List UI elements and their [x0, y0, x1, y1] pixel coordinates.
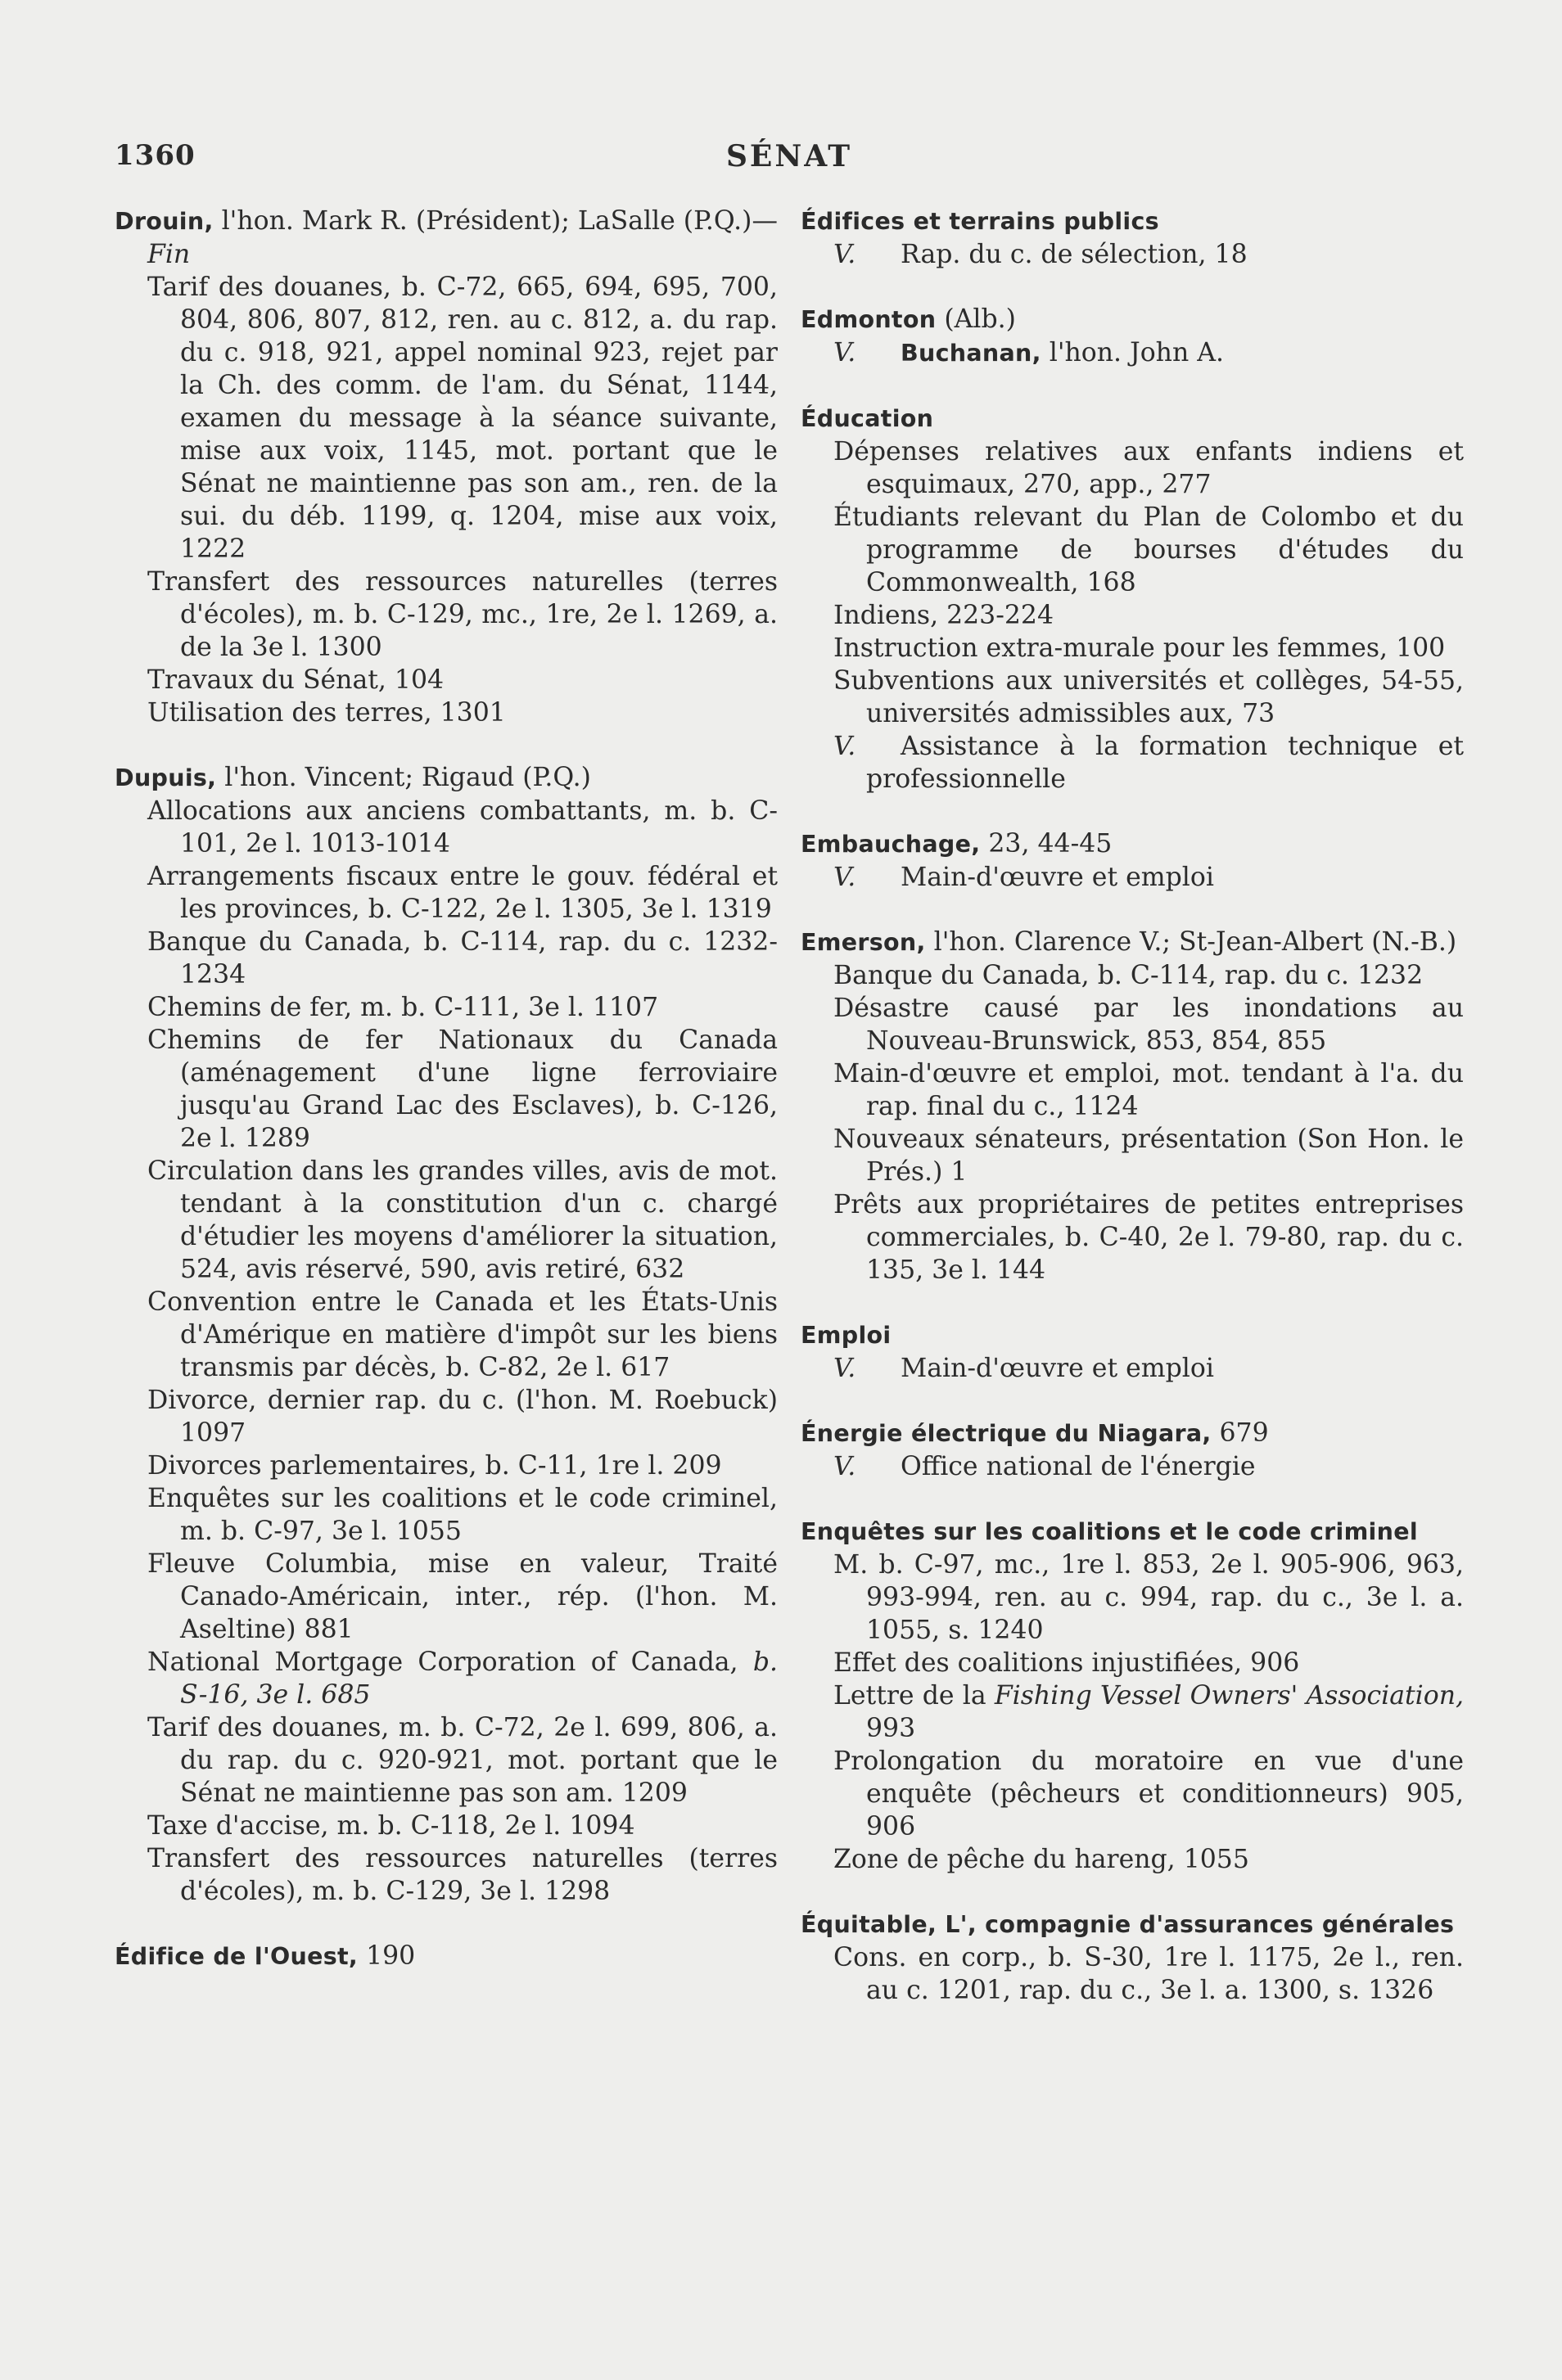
entry-heading	[801, 1908, 1464, 1941]
sub-entry: Zone de pêche du hareng, 1055	[833, 1845, 1249, 1874]
sub-entry: Taxe d'accise, m. b. C-118, 2e l. 1094	[147, 1811, 635, 1841]
sub-entry: Divorce, dernier rap. du c. (l'hon. M. Roebuck) 1097	[147, 1386, 778, 1448]
entry-heading	[801, 402, 1464, 435]
entry-heading	[801, 303, 1464, 336]
index-entry	[801, 1515, 1464, 1876]
sub-entry: Circulation dans les grandes villes, avis de mot. tendant à la constitution d'un c. chargé d'étudier les moyens d'améliorer la situation, 524, avis réservé, 590, avis retiré, 632	[147, 1156, 778, 1284]
sub-entry: Convention entre le Canada et les États-Unis d'Amérique en matière d'impôt sur les biens transmis par décès, b. C-82, 2e l. 617	[147, 1287, 778, 1382]
entry-heading	[115, 205, 778, 271]
see-also	[801, 861, 1464, 894]
entry-text: 190	[358, 1941, 416, 1971]
see-text: Assistance à la formation technique et professionnelle	[866, 732, 1464, 794]
entry-text: (Alb.)	[936, 304, 1016, 334]
entry-term: Emerson,	[801, 929, 926, 956]
entry-heading	[115, 761, 778, 795]
entry-term: Enquêtes sur les coalitions et le code criminel	[801, 1518, 1418, 1545]
index-entry	[801, 205, 1464, 271]
sub-entry: Fleuve Columbia, mise en valeur, Traité Canado-Américain, inter., rép. (l'hon. M. Aseltine) 881	[147, 1549, 778, 1644]
sub-entry: Indiens, 223-224	[833, 601, 1054, 630]
sub-entry: Banque du Canada, b. C-114, rap. du c. 1232-1234	[147, 927, 778, 989]
entry-heading	[801, 1417, 1464, 1450]
see-label: V.	[833, 732, 856, 761]
see-also	[801, 238, 1464, 271]
entry-heading	[801, 1318, 1464, 1352]
index-entry	[801, 827, 1464, 894]
entry-text: 679	[1211, 1418, 1269, 1448]
see-label: V.	[833, 1354, 856, 1383]
entry-heading	[801, 1515, 1464, 1548]
right-column	[801, 205, 1464, 2007]
sub-entry: Étudiants relevant du Plan de Colombo et du programme de bourses d'études du Commonwealth, 168	[833, 503, 1464, 597]
sub-entry: Prolongation du moratoire en vue d'une enquête (pêcheurs et conditionneurs) 905, 906	[833, 1747, 1464, 1841]
sub-entry: Instruction extra-murale pour les femmes, 100	[833, 633, 1446, 663]
sub-entry: Arrangements fiscaux entre le gouv. fédéral et les provinces, b. C-122, 2e l. 1305, 3e l. 1319	[147, 862, 778, 924]
sub-entry: Utilisation des terres, 1301	[147, 698, 506, 728]
index-entry	[115, 205, 778, 729]
see-also	[801, 336, 1464, 370]
see-text: Main-d'œuvre et emploi	[901, 1354, 1214, 1383]
sub-entry: Chemins de fer Nationaux du Canada (aménagement d'une ligne ferroviaire jusqu'au Grand Lac des Esclaves), b. C-126, 2e l. 1289	[147, 1025, 778, 1153]
entry-term: Edmonton	[801, 306, 937, 333]
entry-text: l'hon. Mark R. (Président); LaSalle (P.Q.)—	[213, 206, 778, 236]
entry-term: Embauchage,	[801, 831, 981, 858]
see-also	[801, 730, 1464, 796]
entry-text: l'hon. Clarence V.; St-Jean-Albert (N.-B.)	[925, 927, 1457, 957]
sub-entry: M. b. C-97, mc., 1re l. 853, 2e l. 905-906, 963, 993-994, ren. au c. 994, rap. du c., 3e l. a. 1055, s. 1240	[833, 1550, 1464, 1645]
see-text: l'hon. John A.	[1041, 338, 1225, 367]
page-header	[115, 139, 1464, 180]
entry-term: Emploi	[801, 1322, 892, 1349]
entry-term: Édifice de l'Ouest,	[115, 1943, 359, 1970]
sub-entry: Main-d'œuvre et emploi, mot. tendant à l'a. du rap. final du c., 1124	[833, 1059, 1464, 1121]
sub-entry: Allocations aux anciens combattants, m. b. C-101, 2e l. 1013-1014	[147, 796, 778, 859]
see-label: V.	[833, 240, 856, 269]
index-entry	[801, 1908, 1464, 2007]
entry-heading	[801, 205, 1464, 238]
see-label: V.	[833, 863, 856, 892]
see-label: V.	[833, 338, 856, 367]
left-column	[115, 205, 778, 1973]
sub-entry: Subventions aux universités et collèges, 54-55, universités admissibles aux, 73	[833, 666, 1464, 728]
running-title: SÉNAT	[725, 139, 853, 174]
index-entry	[801, 926, 1464, 1287]
entry-heading	[801, 926, 1464, 959]
entry-heading	[801, 827, 1464, 861]
entry-term: Dupuis,	[115, 764, 217, 791]
see-also	[801, 1450, 1464, 1483]
sub-entry: Tarif des douanes, b. C-72, 665, 694, 695, 700, 804, 806, 807, 812, ren. au c. 812, a. du rap. du c. 918, 921, appel nominal 923, rejet par la Ch. des comm. de l'am. du Sénat, 1144, examen du message à la séance suivante, mise aux voix, 1145, mot. portant que le Sénat ne maintienne pas son am., ren. de la sui. du déb. 1199, q. 1204, mise aux voix, 1222	[147, 273, 778, 564]
entry-term: Éducation	[801, 405, 934, 432]
sub-entry: Nouveaux sénateurs, présentation (Son Hon. le Prés.) 1	[833, 1125, 1464, 1187]
sub-entry: Tarif des douanes, m. b. C-72, 2e l. 699, 806, a. du rap. du c. 920-921, mot. portant que le Sénat ne maintienne pas son am. 1209	[147, 1713, 778, 1808]
sub-entry: Prêts aux propriétaires de petites entreprises commerciales, b. C-40, 2e l. 79-80, rap. du c. 135, 3e l. 144	[833, 1190, 1464, 1285]
index-entry	[801, 402, 1464, 796]
sub-entry: Travaux du Sénat, 104	[147, 665, 445, 695]
index-entry	[801, 1318, 1464, 1385]
index-entry	[801, 303, 1464, 370]
sub-entry: Cons. en corp., b. S-30, 1re l. 1175, 2e l., ren. au c. 1201, rap. du c., 3e l. a. 1300, s. 1326	[833, 1943, 1464, 2005]
entry-term: Équitable, L', compagnie d'assurances générales	[801, 1911, 1455, 1938]
entry-suffix: Fin	[147, 240, 191, 269]
entry-heading	[115, 1940, 778, 1973]
sub-entry: Enquêtes sur les coalitions et le code criminel, m. b. C-97, 3e l. 1055	[147, 1484, 778, 1546]
index-entry	[115, 761, 778, 1908]
index-entry	[801, 1417, 1464, 1483]
see-also	[801, 1352, 1464, 1385]
sub-entry: Transfert des ressources naturelles (terres d'écoles), m. b. C-129, mc., 1re, 2e l. 1269, a. de la 3e l. 1300	[147, 567, 778, 662]
sub-entry: Banque du Canada, b. C-114, rap. du c. 1232	[833, 961, 1424, 990]
sub-entry: Lettre de la Fishing Vessel Owners' Association, 993	[833, 1681, 1464, 1743]
entry-term: Drouin,	[115, 208, 214, 235]
sub-entry: Divorces parlementaires, b. C-11, 1re l. 209	[147, 1451, 722, 1481]
see-text: Office national de l'énergie	[901, 1452, 1256, 1481]
entry-text: 23, 44-45	[980, 829, 1113, 859]
see-term: Buchanan,	[901, 340, 1041, 367]
see-text: Rap. du c. de sélection, 18	[901, 240, 1248, 269]
see-label: V.	[833, 1452, 856, 1481]
entry-text: l'hon. Vincent; Rigaud (P.Q.)	[216, 763, 591, 792]
entry-term: Édifices et terrains publics	[801, 208, 1159, 235]
sub-entry: Désastre causé par les inondations au Nouveau-Brunswick, 853, 854, 855	[833, 994, 1464, 1056]
sub-entry: Transfert des ressources naturelles (terres d'écoles), m. b. C-129, 3e l. 1298	[147, 1844, 778, 1906]
sub-entry: Effet des coalitions injustifiées, 906	[833, 1648, 1300, 1678]
entry-term: Énergie électrique du Niagara,	[801, 1420, 1212, 1447]
page-number: 1360	[115, 139, 196, 172]
sub-entry: Dépenses relatives aux enfants indiens et esquimaux, 270, app., 277	[833, 437, 1464, 499]
sub-entry: Chemins de fer, m. b. C-111, 3e l. 1107	[147, 993, 659, 1022]
see-text: Main-d'œuvre et emploi	[901, 863, 1214, 892]
index-entry	[115, 1940, 778, 1973]
sub-entry: National Mortgage Corporation of Canada, b. S-16, 3e l. 685	[147, 1648, 778, 1710]
